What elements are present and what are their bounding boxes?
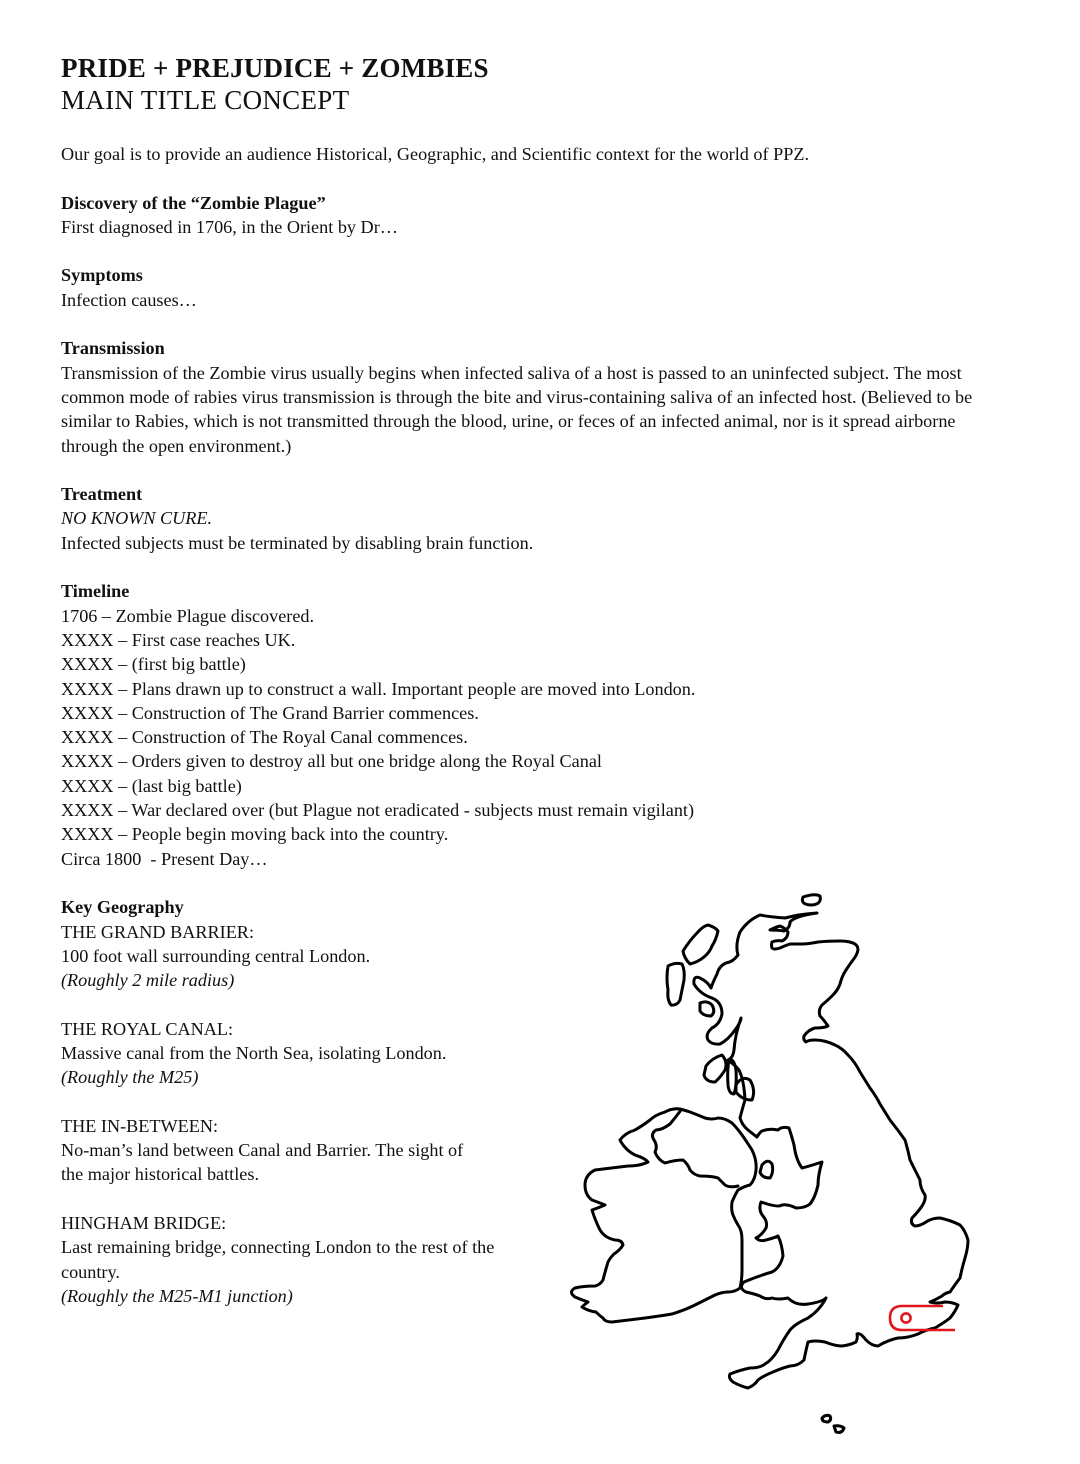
northern-ireland-border (652, 1110, 738, 1187)
section-heading: Transmission (61, 338, 165, 359)
document-title: PRIDE + PREJUDICE + ZOMBIES (61, 53, 489, 83)
section-symptoms (61, 263, 1021, 312)
island-skye-icon (700, 1002, 714, 1016)
island-lewis-icon (683, 925, 718, 964)
section-body: Infected subjects must be terminated by disabling brain function. (61, 532, 534, 553)
island-uist-icon (667, 963, 684, 1005)
section-heading: Treatment (61, 484, 143, 505)
section-discovery (61, 191, 1021, 240)
timeline-item: XXXX – People begin moving back into the country. (61, 824, 449, 845)
intro-paragraph: Our goal is to provide an audience Historical, Geographic, and Scientific context for the world of PPZ. (61, 144, 810, 164)
geo-royal-canal (61, 1017, 501, 1090)
timeline-item: Circa 1800 - Present Day… (61, 848, 268, 869)
timeline-item: XXXX – (last big battle) (61, 775, 242, 796)
island-north-icon (802, 895, 820, 905)
geo-in-between (61, 1114, 501, 1187)
geo-description: 100 foot wall surrounding central London. (61, 945, 371, 966)
great-britain-outline (694, 913, 968, 1388)
section-transmission (61, 336, 1021, 457)
geo-name: HINGHAM BRIDGE: (61, 1213, 227, 1234)
geo-name: THE IN-BETWEEN: (61, 1115, 219, 1136)
geo-name: THE GRAND BARRIER: (61, 921, 254, 942)
section-body: First diagnosed in 1706, in the Orient by Dr… (61, 216, 398, 237)
timeline-item: XXXX – Construction of The Grand Barrier commences. (61, 702, 479, 723)
geo-note: (Roughly the M25) (61, 1067, 199, 1088)
section-heading: Discovery of the “Zombie Plague” (61, 192, 326, 213)
section-body: Infection causes… (61, 289, 197, 310)
section-body: Transmission of the Zombie virus usually begins when infected saliva of a host is passed to an uninfected subject. The most common mode of rabies virus transmission is through the bite and virus-containing saliva of an infected host. (Believed to be similar to Rabies, which is not transmitted through the blood, urine, or feces of an infected animal, nor is it spread airborne through the open environment.) (61, 362, 973, 456)
section-key-geography (61, 895, 501, 1308)
geo-description: Massive canal from the North Sea, isolating London. (61, 1042, 447, 1063)
geo-note: (Roughly 2 mile radius) (61, 970, 235, 991)
british-isles-map (560, 890, 980, 1450)
section-heading: Symptoms (61, 265, 143, 286)
timeline-item: 1706 – Zombie Plague discovered. (61, 605, 315, 626)
island-scilly-2-icon (834, 1426, 844, 1433)
section-timeline (61, 579, 1021, 871)
island-mull-icon (704, 1055, 726, 1082)
geo-description: Last remaining bridge, connecting London to the rest of the country. (61, 1237, 495, 1282)
geo-description: No-man’s land between Canal and Barrier. The sight of the major historical battles. (61, 1140, 464, 1185)
timeline-item: XXXX – Orders given to destroy all but one bridge along the Royal Canal (61, 751, 602, 772)
document-subtitle: MAIN TITLE CONCEPT (61, 85, 350, 115)
treatment-emphasis: NO KNOWN CURE. (61, 508, 213, 529)
timeline-item: XXXX – Plans drawn up to construct a wall. Important people are moved into London. (61, 678, 696, 699)
geo-grand-barrier (61, 920, 501, 993)
island-man-icon (760, 1161, 773, 1178)
london-marker-icon (890, 1306, 955, 1330)
island-scilly-1-icon (822, 1415, 831, 1422)
timeline-item: XXXX – (first big battle) (61, 654, 246, 675)
geo-name: THE ROYAL CANAL: (61, 1018, 234, 1039)
section-treatment (61, 482, 1021, 555)
geo-note: (Roughly the M25-M1 junction) (61, 1285, 293, 1306)
section-heading: Key Geography (61, 897, 184, 918)
geo-hingham-bridge (61, 1211, 501, 1308)
ireland-outline (572, 1109, 757, 1322)
timeline-item: XXXX – First case reaches UK. (61, 629, 296, 650)
timeline-item: XXXX – War declared over (but Plague not eradicated - subjects must remain vigilant) (61, 800, 695, 821)
section-heading: Timeline (61, 581, 130, 602)
timeline-item: XXXX – Construction of The Royal Canal commences. (61, 727, 468, 748)
